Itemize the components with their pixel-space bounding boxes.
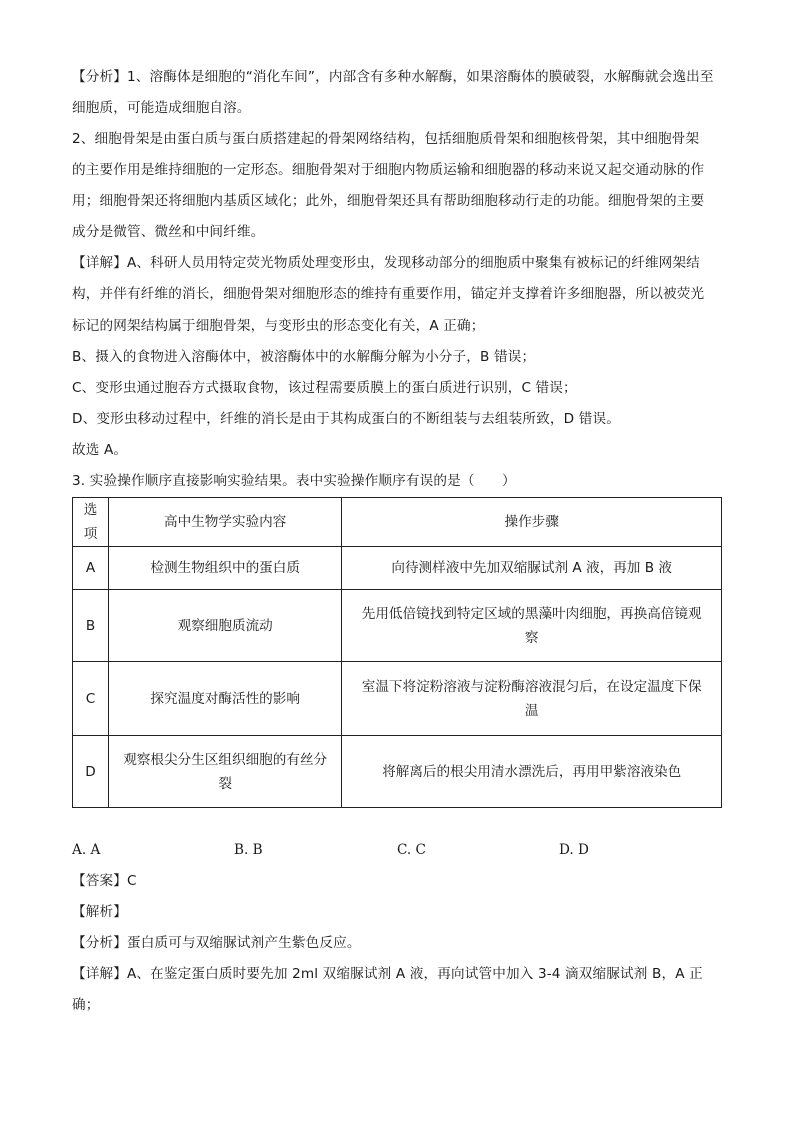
table-row (73, 547, 722, 590)
row-steps-line: 室温下将淀粉溶液与淀粉酶溶液混匀后，在设定温度下保 (361, 678, 702, 695)
analysis-paragraph-line-1: 【分析】1、溶酶体是细胞的“消化车间”，内部含有多种水解酶，如果溶酶体的膜破裂，水解酶就会逸出至 (72, 69, 714, 85)
row-option: B (73, 590, 109, 662)
header-content: 高中生物学实验内容 (109, 498, 342, 547)
table-header-row (73, 498, 722, 547)
row-steps (342, 662, 722, 736)
table-row (73, 662, 722, 736)
row-content-line: 探究温度对酶活性的影响 (150, 690, 300, 707)
row-content (109, 590, 342, 662)
answer-choice-line: 故选 A。 (72, 442, 128, 458)
answer-label: 【答案】C (72, 873, 137, 889)
analysis-paragraph-line-5: 用；细胞骨架还将细胞内基质区域化；此外，细胞骨架还具有帮助细胞移动行走的功能。细胞骨架的主要 (72, 193, 705, 209)
row-steps-line: 温 (524, 702, 539, 719)
option-d: D. D (559, 842, 589, 858)
table-row (73, 736, 722, 808)
question-3-stem: 3. 实验操作顺序直接影响实验结果。表中实验操作顺序有误的是（ ） (72, 473, 516, 489)
answer-options (72, 840, 722, 860)
detail-line-2: 确； (72, 997, 100, 1013)
detail-paragraph-line-1: 【详解】A、科研人员用特定荧光物质处理变形虫，发现移动部分的细胞质中聚集有被标记的纤维网架结 (72, 255, 700, 271)
option-b: B. B (234, 842, 263, 858)
experiment-table (72, 497, 722, 808)
row-steps-line: 察 (524, 629, 539, 646)
row-steps-line: 向待测样液中先加双缩脲试剂 A 液，再加 B 液 (391, 560, 672, 576)
detail-paragraph-line-5: C、变形虫通过胞吞方式摄取食物，该过程需要质膜上的蛋白质进行识别，C 错误； (72, 380, 577, 396)
analysis-paragraph-line-2: 细胞质，可能造成细胞自溶。 (72, 100, 251, 116)
row-content (109, 736, 342, 808)
analysis-line: 【分析】蛋白质可与双缩脲试剂产生紫色反应。 (72, 935, 361, 951)
detail-paragraph-line-3: 标记的网架结构属于细胞骨架，与变形虫的形态变化有关，A 正确； (72, 318, 485, 334)
row-content-line: 观察细胞质流动 (177, 617, 273, 634)
detail-paragraph-line-4: B、摄入的食物进入溶酶体中，被溶酶体中的水解酶分解为小分子，B 错误； (72, 349, 536, 365)
table-row (73, 590, 722, 662)
detail-paragraph-line-6: D、变形虫移动过程中，纤维的消长是由于其构成蛋白的不断组装与去组装所致，D 错误。 (72, 411, 620, 427)
detail-line-1: 【详解】A、在鉴定蛋白质时要先加 2ml 双缩脲试剂 A 液，再向试管中加入 3-4 滴双缩脲试剂 B，A 正 (72, 966, 703, 982)
detail-paragraph-line-2: 构，并伴有纤维的消长，细胞骨架对细胞形态的维持有重要作用，锚定并支撑着许多细胞器，所以被荧光 (72, 286, 705, 302)
row-steps-line: 将解离后的根尖用清水漂洗后，再用甲紫溶液染色 (382, 763, 682, 780)
row-content-line: 裂 (218, 775, 232, 792)
row-content (109, 662, 342, 736)
row-content-line: 检测生物组织中的蛋白质 (150, 560, 300, 576)
option-c: C. C (397, 842, 426, 858)
header-option: 选项 (73, 498, 109, 547)
header-steps: 操作步骤 (342, 498, 722, 547)
row-option: A (73, 547, 109, 590)
row-content-line: 观察根尖分生区组织细胞的有丝分 (123, 751, 328, 768)
row-content (109, 547, 342, 590)
analysis-paragraph-line-6: 成分是微管、微丝和中间纤维。 (72, 224, 265, 240)
row-steps (342, 736, 722, 808)
row-option: D (73, 736, 109, 808)
row-steps (342, 590, 722, 662)
analysis-paragraph-line-3: 2、细胞骨架是由蛋白质与蛋白质搭建起的骨架网络结构，包括细胞质骨架和细胞核骨架，其中细胞骨架 (72, 131, 700, 147)
row-steps-line: 先用低倍镜找到特定区域的黑藻叶肉细胞，再换高倍镜观 (361, 605, 702, 622)
option-a: A. A (72, 842, 101, 858)
row-option: C (73, 662, 109, 736)
row-steps (342, 547, 722, 590)
analysis-paragraph-line-4: 的主要作用是维持细胞的一定形态。细胞骨架对于细胞内物质运输和细胞器的移动来说又起交通动脉的作 (72, 162, 705, 178)
explanation-heading: 【解析】 (72, 904, 127, 920)
